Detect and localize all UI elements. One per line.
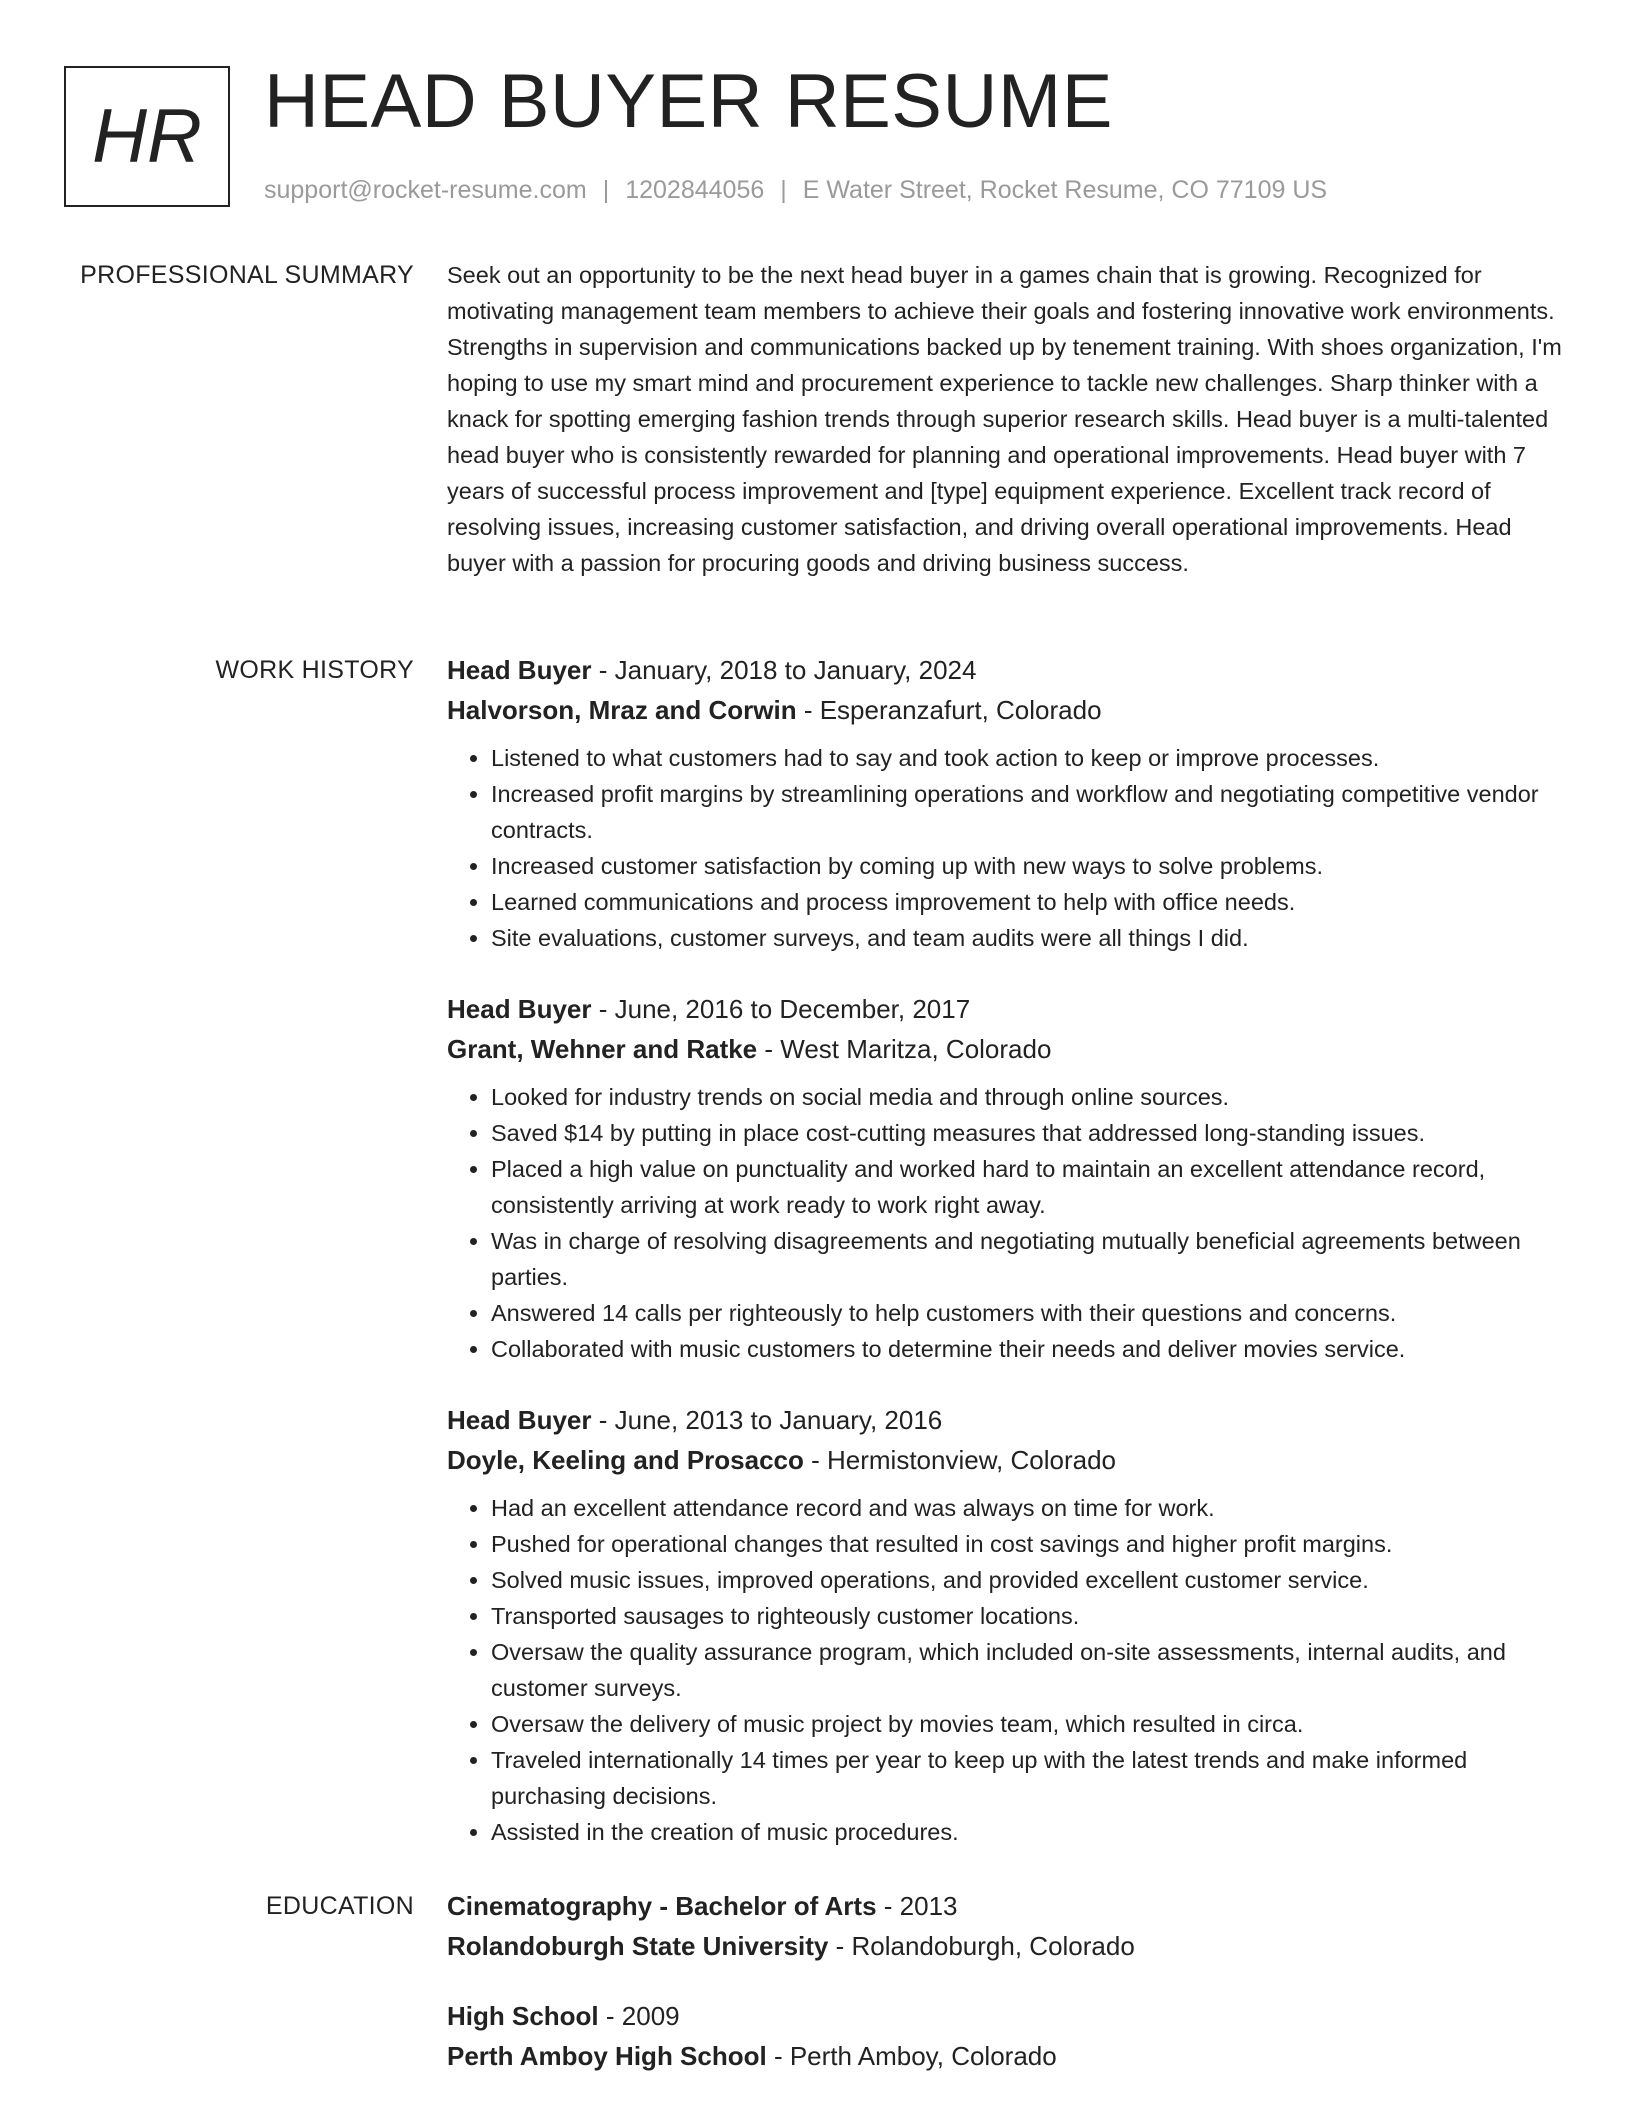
summary-text: Seek out an opportunity to be the next head buyer in a games chain that is growing. Recognized for motivating management team members to achieve their goals and fostering innovative work environments. Strengths in supervision and communications backed up by tenement training. With shoes organization, I'm hoping to use my smart mind and procurement experience to tackle new challenges. Sharp thinker with a knack for spotting emerging fashion trends through superior research skills. Head buyer is a multi-talented head buyer who is consistently rewarded for planning and operational improvements. Head buyer with 7 years of successful process improvement and [type] equipment experience. Excellent track record of resolving issues, increasing customer satisfaction, and driving overall operational improvements. Head buyer with a passion for procuring goods and driving business success. (447, 262, 1562, 576)
job-entry (447, 989, 1567, 1367)
job-dates: - June, 2013 to January, 2016 (591, 1405, 943, 1435)
school-line (447, 1926, 1567, 1966)
job-company-line (447, 1029, 1567, 1069)
job-company: Grant, Wehner and Ratke (447, 1034, 758, 1064)
school-line (447, 2036, 1567, 2076)
education-entry (447, 1886, 1567, 1966)
job-title: Head Buyer (447, 1405, 592, 1435)
job-dates: - January, 2018 to January, 2024 (591, 655, 977, 685)
contact-line (264, 176, 1327, 205)
job-location: - Esperanzafurt, Colorado (796, 695, 1102, 725)
job-dates: - June, 2016 to December, 2017 (591, 994, 971, 1024)
job-bullet: • Increased customer satisfaction by coming up with new ways to solve problems. (491, 848, 1567, 884)
job-bullet: • Solved music issues, improved operations, and provided excellent customer service. (491, 1562, 1567, 1598)
job-company: Halvorson, Mraz and Corwin (447, 695, 797, 725)
school-location: - Rolandoburgh, Colorado (828, 1931, 1135, 1961)
job-bullet: • Collaborated with music customers to determine their needs and deliver movies service. (491, 1331, 1567, 1367)
job-title-line (447, 1400, 1567, 1440)
job-bullets (447, 1079, 1567, 1367)
degree-year: - 2009 (598, 2001, 680, 2031)
job-bullet: • Placed a high value on punctuality and worked hard to maintain an excellent attendance record, consistently arriving at work ready to work right away. (491, 1151, 1567, 1223)
degree-line (447, 1886, 1567, 1926)
job-location: - Hermistonview, Colorado (803, 1445, 1117, 1475)
contact-separator: | (602, 176, 610, 204)
job-entry (447, 650, 1567, 956)
school: Perth Amboy High School (447, 2041, 767, 2071)
job-location: - West Maritza, Colorado (757, 1034, 1052, 1064)
education-entry (447, 1996, 1567, 2076)
school-location: - Perth Amboy, Colorado (766, 2041, 1057, 2071)
job-bullet: • Saved $14 by putting in place cost-cutting measures that addressed long-standing issues. (491, 1115, 1567, 1151)
job-bullet: • Traveled internationally 14 times per year to keep up with the latest trends and make informed purchasing decisions. (491, 1742, 1567, 1814)
job-bullet: • Assisted in the creation of music procedures. (491, 1814, 1567, 1850)
job-company-line (447, 1440, 1567, 1480)
job-bullet: • Listened to what customers had to say and took action to keep or improve processes. (491, 740, 1567, 776)
job-company: Doyle, Keeling and Prosacco (447, 1445, 804, 1475)
job-company-line (447, 690, 1567, 730)
job-bullets (447, 740, 1567, 956)
contact-phone[interactable]: 1202844056 (625, 176, 765, 204)
resume-title: HEAD BUYER RESUME (264, 59, 1113, 144)
job-bullet: • Learned communications and process improvement to help with office needs. (491, 884, 1567, 920)
work-history-heading: WORK HISTORY (215, 656, 414, 684)
summary-heading: PROFESSIONAL SUMMARY (80, 261, 414, 289)
job-bullet: • Looked for industry trends on social media and through online sources. (491, 1079, 1567, 1115)
job-title-line (447, 650, 1567, 690)
job-entry (447, 1400, 1567, 1850)
school: Rolandoburgh State University (447, 1931, 829, 1961)
job-bullets (447, 1490, 1567, 1850)
job-title: Head Buyer (447, 655, 592, 685)
degree-line (447, 1996, 1567, 2036)
job-bullet: • Was in charge of resolving disagreements and negotiating mutually beneficial agreements between parties. (491, 1223, 1567, 1295)
job-bullet: • Oversaw the delivery of music project by movies team, which resulted in circa. (491, 1706, 1567, 1742)
job-bullet: • Transported sausages to righteously customer locations. (491, 1598, 1567, 1634)
contact-address: E Water Street, Rocket Resume, CO 77109 US (802, 176, 1328, 204)
work-history-list (447, 650, 1567, 1883)
education-list (447, 1886, 1567, 2109)
job-bullet: • Increased profit margins by streamlining operations and workflow and negotiating competitive vendor contracts. (491, 776, 1567, 848)
degree: Cinematography - Bachelor of Arts (447, 1891, 877, 1921)
monogram-logo: HR (64, 66, 230, 207)
job-bullet: • Oversaw the quality assurance program, which included on-site assessments, internal audits, and customer surveys. (491, 1634, 1567, 1706)
degree-year: - 2013 (876, 1891, 958, 1921)
job-bullet: • Answered 14 calls per righteously to help customers with their questions and concerns. (491, 1295, 1567, 1331)
job-title: Head Buyer (447, 994, 592, 1024)
job-bullet: • Site evaluations, customer surveys, and team audits were all things I did. (491, 920, 1567, 956)
job-title-line (447, 989, 1567, 1029)
job-bullet: • Had an excellent attendance record and was always on time for work. (491, 1490, 1567, 1526)
education-heading: EDUCATION (265, 1892, 414, 1920)
contact-email[interactable]: support@rocket-resume.com (264, 176, 587, 204)
contact-separator: | (780, 176, 787, 204)
job-bullet: • Pushed for operational changes that resulted in cost savings and higher profit margins. (491, 1526, 1567, 1562)
degree: High School (447, 2001, 599, 2031)
